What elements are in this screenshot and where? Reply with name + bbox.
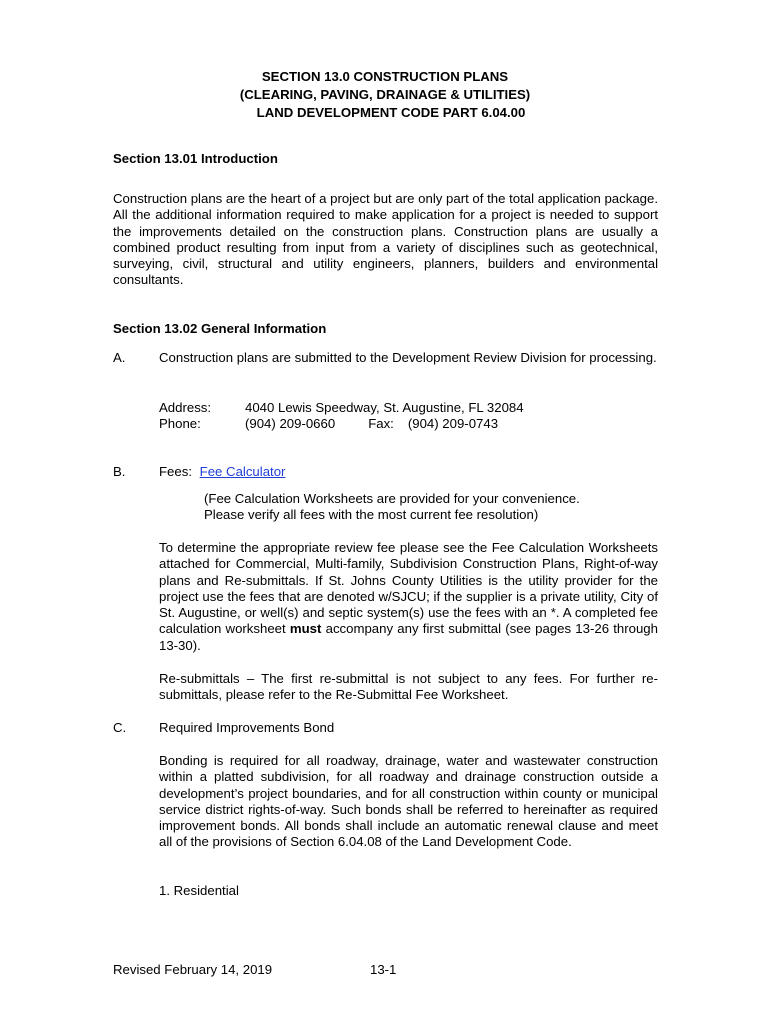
item-a-marker: A.	[113, 350, 126, 365]
section-subtitle: (CLEARING, PAVING, DRAINAGE & UTILITIES)	[239, 87, 531, 102]
fee-paragraph-text-2: accompany any first submittal (see pages 13-26 through 13-30).	[159, 621, 658, 653]
fee-note-line-2: Please verify all fees with the most current fee resolution)	[204, 507, 539, 523]
item-a-text: Construction plans are submitted to the Development Review Division for processing.	[159, 350, 657, 365]
address-value: 4040 Lewis Speedway, St. Augustine, FL 32084	[245, 400, 524, 415]
fee-note-line-1: (Fee Calculation Worksheets are provided for your convenience.	[204, 491, 580, 506]
heading-13-02: Section 13.02 General Information	[113, 321, 327, 336]
fees-label: Fees:	[159, 464, 192, 479]
item-b-marker: B.	[113, 464, 126, 479]
phone-row	[159, 416, 524, 432]
code-reference: LAND DEVELOPMENT CODE PART 6.04.00	[256, 105, 526, 120]
bonding-paragraph: Bonding is required for all roadway, drainage, water and wastewater construction within a platted subdivision, for all roadway and drainage construction outside a development’s project boundaries, and for all construction within county or municipal service district rights-of-way. Such bonds shall be referred to hereinafter as required improvement bonds. All bonds shall include an automatic renewal clause and meet all of the provisions of Section 6.04.08 of the Land Development Code.	[159, 753, 658, 850]
intro-paragraph: Construction plans are the heart of a project but are only part of the total application package. All the additional information required to make application for a project is needed to support the improvements detailed on the construction plans. Construction plans are usually a combined product resulting from input from a variety of disciplines such as geotechnical, surveying, civil, structural and utility engineers, planners, builders and environmental consultants.	[113, 191, 658, 288]
fax-label: Fax:	[368, 416, 394, 432]
fee-paragraph-emphasis: must	[289, 621, 322, 637]
page-number: 13-1	[370, 962, 397, 977]
revision-date: Revised February 14, 2019	[113, 962, 273, 977]
fees-row	[159, 464, 285, 479]
fee-note	[204, 491, 580, 524]
phone-label: Phone:	[159, 416, 201, 432]
address-row	[159, 400, 524, 416]
fee-calculator-link[interactable]: Fee Calculator	[199, 464, 286, 479]
section-title-block	[0, 68, 770, 122]
list-item-residential: 1. Residential	[159, 883, 239, 898]
fax-value: (904) 209-0743	[407, 416, 499, 432]
fee-paragraph-text-1: To determine the appropriate review fee please see the Fee Calculation Worksheets attached for Commercial, Multi-family, Subdivision Construction Plans, Right-of-way plans and Re-submittals. If St. Johns County Utilities is the utility provider for the project use the fees that are denoted w/SJCU; if the supplier is a private utility, City of St. Augustine, or well(s) and septic system(s) use the fees with an *. A completed fee calculation worksheet	[159, 540, 658, 637]
heading-13-01: Section 13.01 Introduction	[113, 151, 278, 166]
section-title: SECTION 13.0 CONSTRUCTION PLANS	[261, 69, 509, 84]
phone-value: (904) 209-0660	[245, 416, 336, 432]
contact-block	[159, 400, 524, 433]
item-c-title: Required Improvements Bond	[159, 720, 335, 735]
item-c-marker: C.	[113, 720, 127, 735]
resubmittals-paragraph: Re-submittals – The first re-submittal is not subject to any fees. For further re-submittals, please refer to the Re-Submittal Fee Worksheet.	[159, 671, 658, 703]
fee-determination-paragraph	[159, 540, 658, 654]
address-label: Address:	[159, 400, 212, 415]
